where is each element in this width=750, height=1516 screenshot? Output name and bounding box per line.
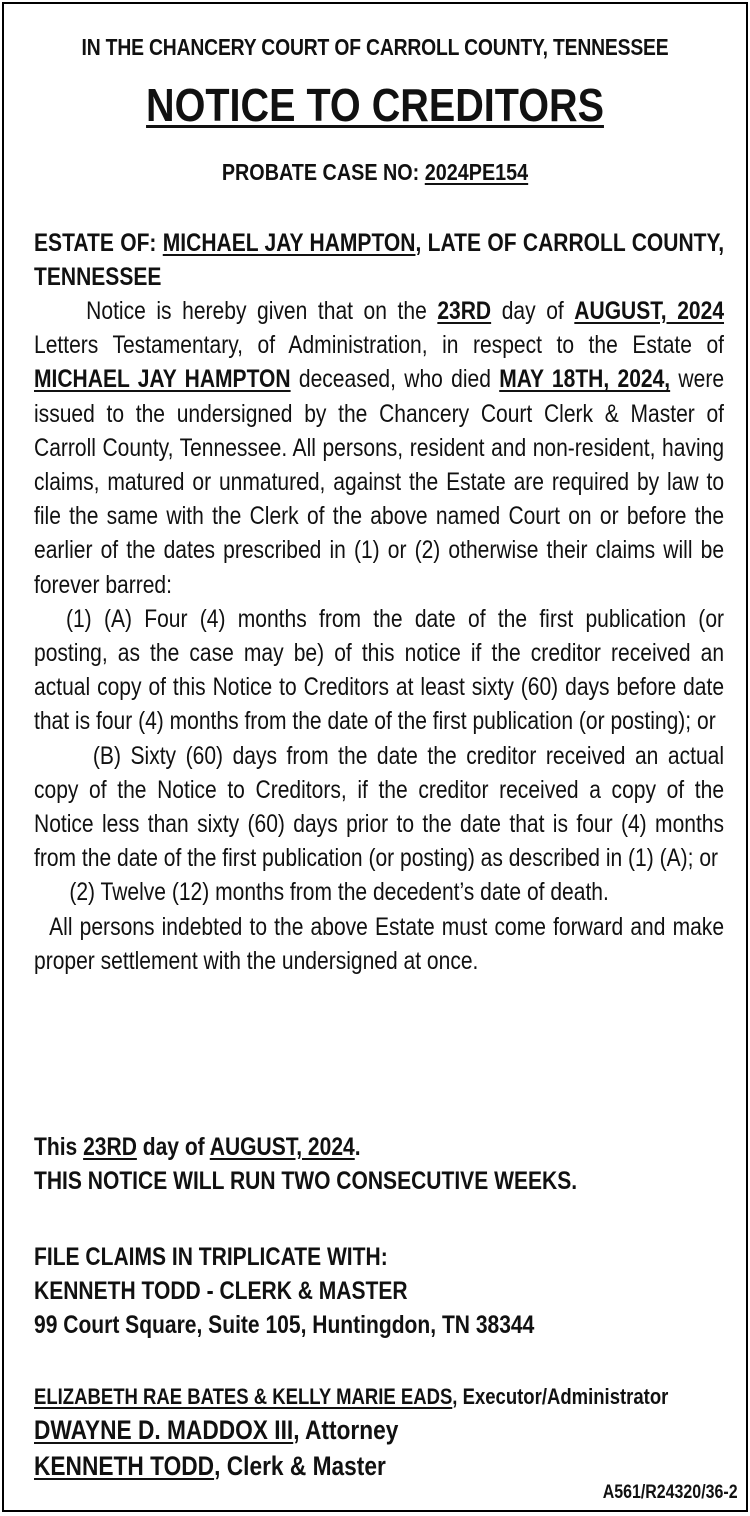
estate-suffix: , LATE OF CARROLL COUNTY, TENNESSEE bbox=[34, 229, 725, 291]
clause-2: (2) Twelve (12) months from the decedent’s date of death. bbox=[69, 878, 609, 907]
attorney-name: DWAYNE D. MADDOX III bbox=[34, 1415, 294, 1445]
claims-block bbox=[34, 1240, 724, 1342]
dated-month: AUGUST, 2024 bbox=[209, 1133, 355, 1161]
notice-text: were issued to the undersigned by the Chancery Court Clerk & Master of Carroll County, Tennessee. All persons, resident and non-resident, having claims, matured or unmatured, against the Estate are required by law to file the same with the Clerk of the above named Court on or before the earlier of the dates prescribed in (1) or (2) otherwise their claims will be forever barred: bbox=[34, 365, 725, 599]
case-number-line bbox=[56, 159, 694, 186]
executors-line bbox=[34, 1382, 724, 1412]
legal-notice bbox=[2, 2, 748, 1512]
notice-text: Notice is hereby given that on the bbox=[86, 297, 438, 325]
court-address: 99 Court Square, Suite 105, Huntingdon, TN 38344 bbox=[34, 1311, 535, 1339]
notice-text: Letters Testamentary, of Administration, in respect to the Estate of bbox=[34, 331, 725, 360]
estate-name: MICHAEL JAY HAMPTON bbox=[162, 229, 416, 257]
estate-label: ESTATE OF: bbox=[34, 229, 163, 257]
notice-body bbox=[34, 226, 724, 978]
attorney-role: , Attorney bbox=[293, 1415, 399, 1445]
clerk-name: KENNETH TODD bbox=[34, 1451, 215, 1481]
notice-paragraph bbox=[34, 294, 724, 602]
clerk-line bbox=[34, 1448, 724, 1484]
clerk-role: , Clerk & Master bbox=[214, 1451, 386, 1481]
signature-block bbox=[34, 1382, 724, 1484]
attorney-line bbox=[34, 1412, 724, 1448]
run-notice-line: THIS NOTICE WILL RUN TWO CONSECUTIVE WEEKS. bbox=[34, 1167, 578, 1195]
claims-heading: FILE CLAIMS IN TRIPLICATE WITH: bbox=[34, 1243, 388, 1271]
dated-text: . bbox=[354, 1133, 361, 1161]
notice-title: NOTICE TO CREDITORS bbox=[146, 79, 604, 131]
reference-code: A561/R24320/36-2 bbox=[603, 1482, 738, 1503]
court-heading: IN THE CHANCERY COURT OF CARROLL COUNTY, TENNESSEE bbox=[81, 34, 669, 60]
letters-month: AUGUST, 2024 bbox=[574, 297, 725, 325]
executors-names: ELIZABETH RAE BATES & KELLY MARIE EADS bbox=[34, 1384, 453, 1409]
estate-heading bbox=[34, 226, 724, 294]
dated-text: day of bbox=[136, 1133, 210, 1161]
clerk-heading: KENNETH TODD - CLERK & MASTER bbox=[34, 1277, 408, 1305]
notice-text: deceased, who died bbox=[290, 365, 500, 394]
settlement-paragraph: All persons indebted to the above Estate must come forward and make proper settlement with the undersigned at once. bbox=[34, 912, 725, 975]
dated-day: 23RD bbox=[83, 1133, 137, 1161]
clause-1b: (B) Sixty (60) days from the date the creditor received an actual copy of the Notice to Creditors, if the creditor received a copy of the Notice less than sixty (60) days prior to the date that is four (4) months from the date of the first publication (or posting) as described in (1) (A); or bbox=[34, 741, 725, 873]
case-label: PROBATE CASE NO: bbox=[221, 159, 425, 185]
dated-line bbox=[34, 1130, 724, 1164]
letters-day: 23RD bbox=[437, 297, 492, 325]
dated-text: This bbox=[34, 1133, 84, 1161]
dated-block bbox=[34, 1130, 724, 1198]
death-date: MAY 18TH, 2024, bbox=[499, 365, 671, 394]
clause-1a: (1) (A) Four (4) months from the date of the first publication (or posting, as the case may be) of this notice if the creditor received an actual copy of this Notice to Creditors at least sixty (60) days before date that is four (4) months from the date of the first publication (or posting); or bbox=[34, 604, 725, 736]
decedent-name: MICHAEL JAY HAMPTON bbox=[34, 365, 291, 394]
notice-text: day of bbox=[491, 297, 575, 325]
case-number: 2024PE154 bbox=[424, 159, 529, 185]
executors-role: , Executor/Administrator bbox=[452, 1384, 669, 1409]
